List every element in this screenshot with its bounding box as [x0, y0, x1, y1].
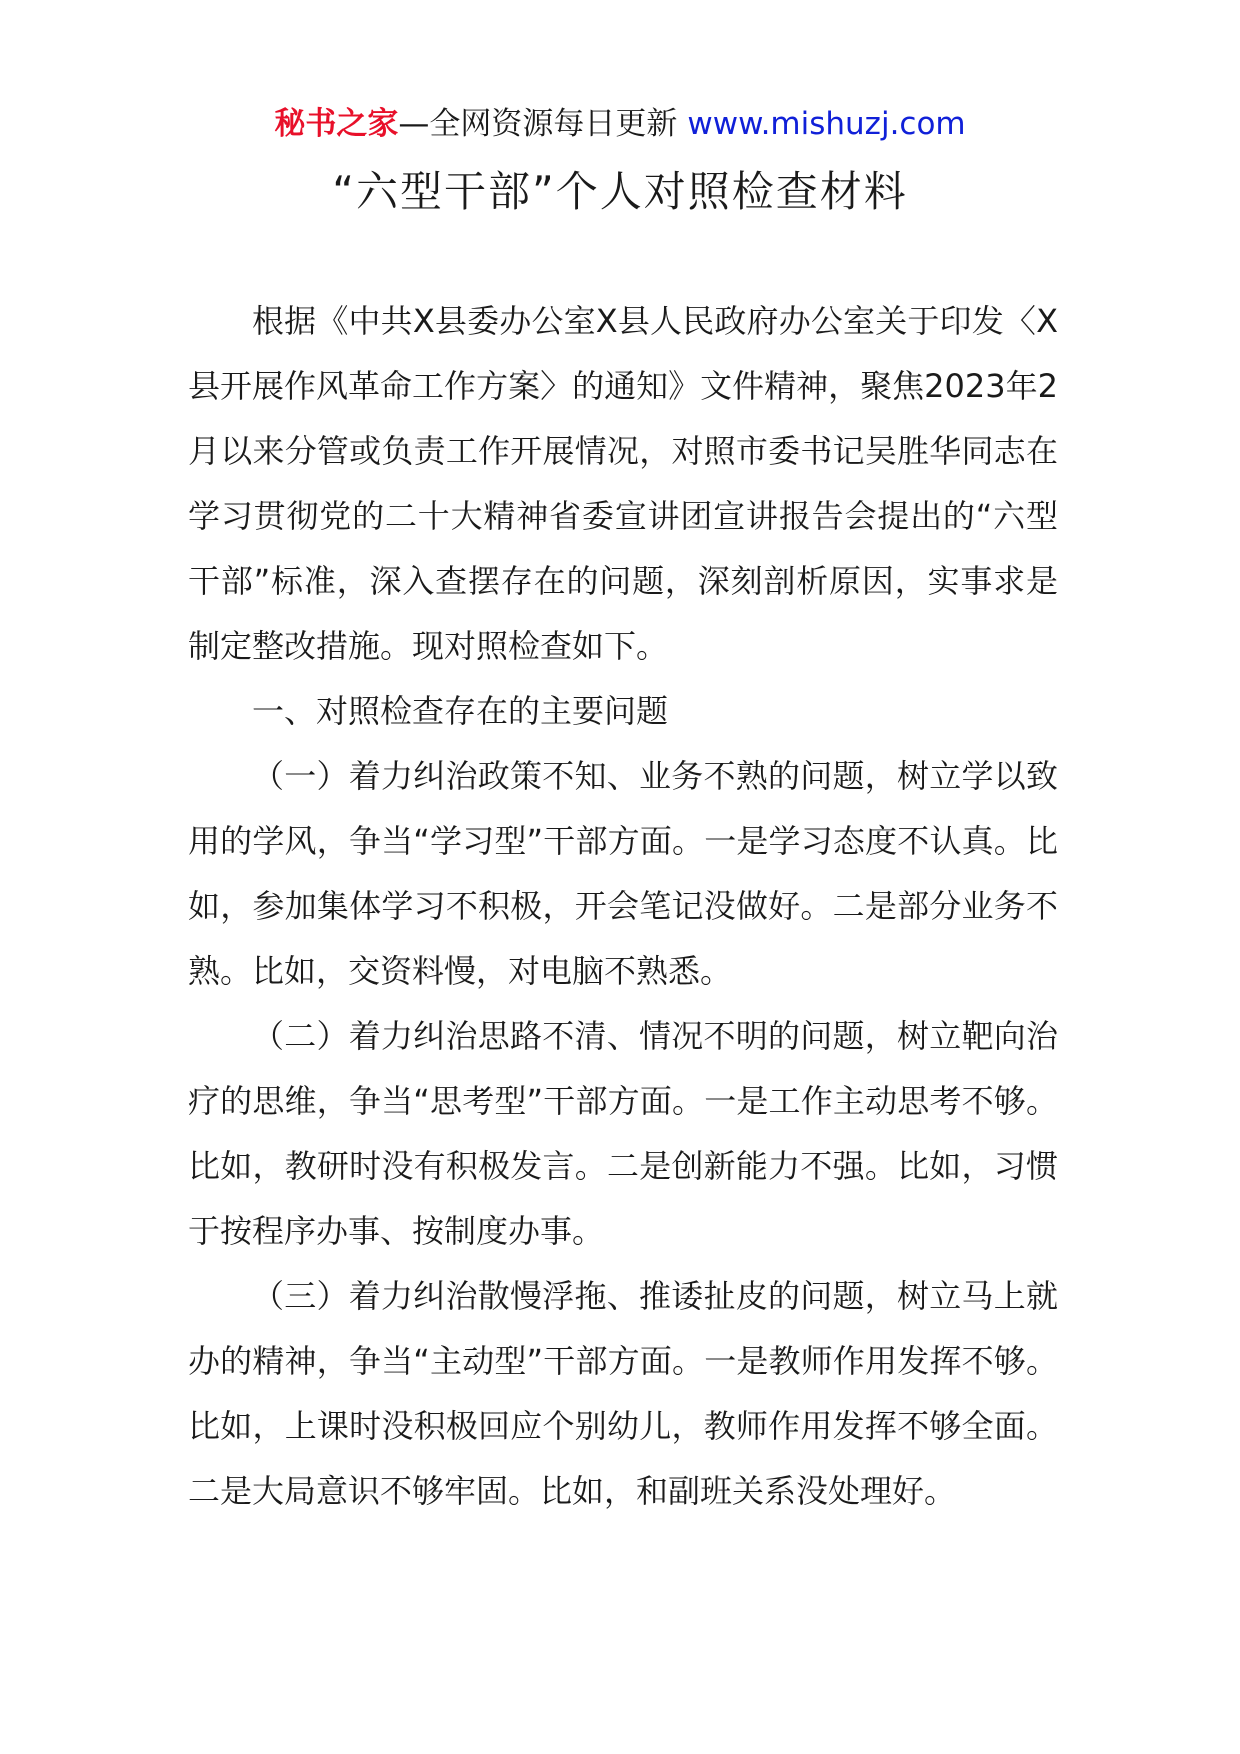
- site-brand: 秘书之家: [274, 106, 399, 142]
- site-tagline: —全网资源每日更新: [398, 106, 678, 142]
- item-paragraph-3: （三）着力纠治散慢浮拖、推诿扯皮的问题，树立马上就办的精神，争当“主动型”干部方面。一是教师作用发挥不够。比如，上课时没积极回应个别幼儿，教师作用发挥不够全面。二是大局意识不够牢固。比如，和副班关系没处理好。: [188, 1277, 1058, 1510]
- site-header: [0, 102, 1240, 146]
- document-body: [188, 289, 1058, 1524]
- document-title: “六型干部”个人对照检查材料: [332, 167, 908, 216]
- intro-paragraph: 根据《中共X县委办公室X县人民政府办公室关于印发〈X县开展作风革命工作方案〉的通知》文件精神，聚焦2023年2月以来分管或负责工作开展情况，对照市委书记吴胜华同志在学习贯彻党的二十大精神省委宣讲团宣讲报告会提出的“六型干部”标准，深入查摆存在的问题，深刻剖析原因，实事求是制定整改措施。现对照检查如下。: [188, 302, 1058, 665]
- site-url-link[interactable]: www.mishuzj.com: [687, 106, 966, 142]
- section-heading: 一、对照检查存在的主要问题: [252, 692, 669, 730]
- item-paragraph-2: （二）着力纠治思路不清、情况不明的问题，树立靶向治疗的思维，争当“思考型”干部方面。一是工作主动思考不够。比如，教研时没有积极发言。二是创新能力不强。比如，习惯于按程序办事、按制度办事。: [188, 1017, 1058, 1250]
- item-paragraph-1: （一）着力纠治政策不知、业务不熟的问题，树立学以致用的学风，争当“学习型”干部方面。一是学习态度不认真。比如，参加集体学习不积极，开会笔记没做好。二是部分业务不熟。比如，交资料慢，对电脑不熟悉。: [188, 757, 1058, 990]
